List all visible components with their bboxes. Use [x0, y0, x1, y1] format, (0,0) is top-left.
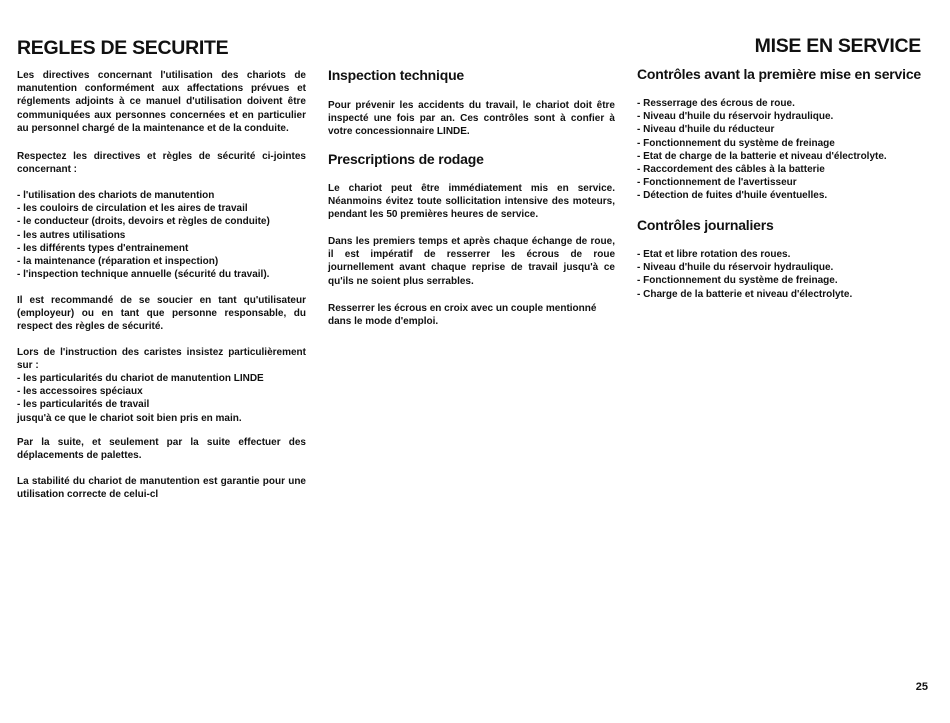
instruction-paragraph: Lors de l'instruction des caristes insistez particulièrement sur : — [17, 347, 306, 372]
list-item: - Etat et libre rotation des roues. — [637, 249, 791, 260]
stability-paragraph: La stabilité du chariot de manutention est garantie pour une utilisation correcte de celui-cl — [17, 476, 306, 501]
list-item: - Fonctionnement du système de freinage — [637, 137, 835, 149]
section-title-commissioning: MISE EN SERVICE — [754, 35, 921, 57]
list-item: - Charge de la batterie et niveau d'électrolyte. — [637, 288, 853, 300]
list-item: jusqu'à ce que le chariot soit bien pris en main. — [17, 412, 242, 424]
instruction-list — [17, 372, 264, 425]
inspection-heading: Inspection technique — [328, 67, 465, 83]
list-item: - les particularités du chariot de manutention LINDE — [17, 373, 264, 384]
list-item: - Etat de charge de la batterie et niveau d'électrolyte. — [637, 150, 887, 162]
list-item: - les accessoires spéciaux — [17, 386, 143, 398]
list-item: - l'inspection technique annuelle (sécurité du travail). — [17, 269, 270, 281]
list-item: - les différents types d'entrainement — [17, 242, 189, 254]
respect-paragraph: Respectez les directives et règles de sécurité ci-jointes concernant : — [17, 151, 306, 176]
safety-intro-paragraph: Les directives concernant l'utilisation des chariots de manutention conformément aux affectations prévues et réglements adjoints à ce manuel d'utilisation doivent être communiquées aux personnes concernées et en particulier au personnel chargé de la maintenance et de la conduite. — [17, 70, 306, 134]
rodage-paragraph-2: Dans les premiers temps et après chaque échange de roue, il est impératif de resserrer les écrous de roue journellement avant chaque reprise de travail jusqu'à ce qu'ils ne soient plus serrables. — [328, 236, 615, 287]
list-item: - l'utilisation des chariots de manutention — [17, 190, 215, 201]
list-item: - les couloirs de circulation et les aires de travail — [17, 203, 248, 215]
daily-checks-list — [637, 248, 852, 301]
rodage-paragraph-3: Resserrer les écrous en croix avec un couple mentionné dans le mode d'emploi. — [328, 303, 597, 328]
list-item: - la maintenance (réparation et inspection) — [17, 256, 219, 268]
rodage-heading: Prescriptions de rodage — [328, 151, 484, 167]
suite-paragraph: Par la suite, et seulement par la suite effectuer des déplacements de palettes. — [17, 437, 306, 462]
first-checks-heading: Contrôles avant la première mise en service — [637, 66, 921, 82]
list-item: - Raccordement des câbles à la batterie — [637, 164, 825, 176]
list-item: - Détection de fuites d'huile éventuelles. — [637, 190, 828, 202]
rodage-paragraph-1: Le chariot peut être immédiatement mis en service. Néanmoins évitez toute sollicitation intensive des moteurs, pendant les 50 premières heures de service. — [328, 183, 615, 221]
list-item: - les particularités de travail — [17, 399, 150, 411]
list-item: - Niveau d'huile du réducteur — [637, 124, 775, 136]
daily-checks-heading: Contrôles journaliers — [637, 217, 774, 233]
list-item: - Resserrage des écrous de roue. — [637, 98, 795, 109]
list-item: - les autres utilisations — [17, 229, 126, 241]
page-number: 25 — [915, 681, 928, 693]
inspection-paragraph: Pour prévenir les accidents du travail, le chariot doit être inspecté une fois par an. Ces contrôles sont à confier à votre concessionnaire LINDE. — [328, 100, 615, 138]
recommend-paragraph: Il est recommandé de se soucier en tant qu'utilisateur (employeur) ou en tant que personne responsable, du respect des règles de sécurité. — [17, 295, 306, 333]
list-item: - Niveau d'huile du réservoir hydraulique. — [637, 262, 834, 274]
list-item: - Fonctionnement du système de freinage. — [637, 275, 838, 287]
section-title-safety: REGLES DE SECURITE — [17, 37, 229, 59]
first-checks-list — [637, 97, 887, 203]
list-item: - le conducteur (droits, devoirs et règles de conduite) — [17, 216, 270, 228]
respect-list — [17, 189, 270, 281]
list-item: - Niveau d'huile du réservoir hydraulique. — [637, 111, 834, 123]
list-item: - Fonctionnement de l'avertisseur — [637, 177, 797, 189]
